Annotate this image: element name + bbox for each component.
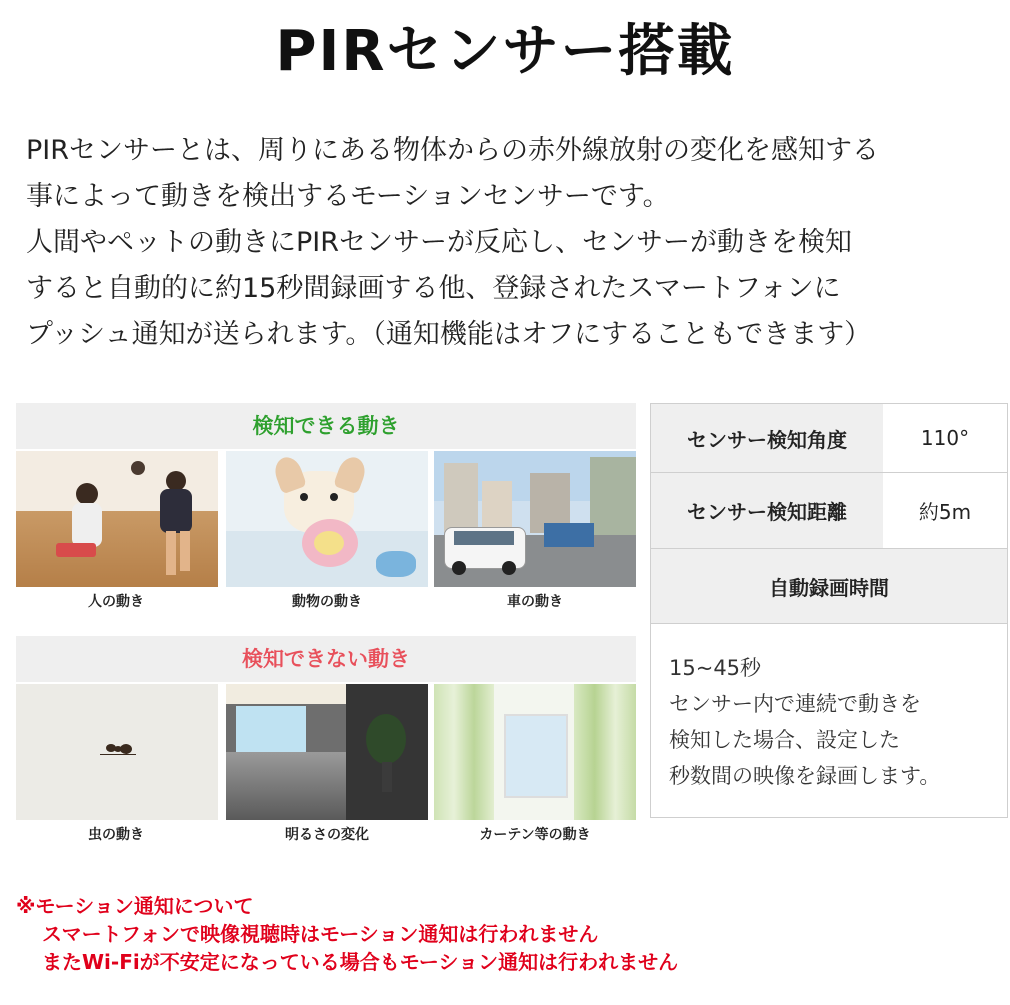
intro-text	[26, 128, 996, 358]
insect-photo	[16, 684, 218, 820]
non-detectable-panel	[16, 636, 636, 846]
curtain-photo	[434, 684, 636, 820]
desc-line: 秒数間の映像を録画します。	[669, 764, 941, 788]
desc-line: 検知した場合、設定した	[669, 728, 900, 752]
spec-label: センサー検知距離	[651, 473, 883, 548]
intro-line: プッシュ通知が送られます。（通知機能はオフにすることもできます）	[26, 319, 872, 350]
caption-curtain: カーテン等の動き	[479, 827, 591, 843]
page-title: PIRセンサー搭載	[275, 19, 735, 84]
caption-insect: 虫の動き	[88, 827, 144, 843]
spec-table	[650, 403, 1008, 818]
non-detectable-images	[16, 684, 636, 820]
intro-line: すると自動的に約15秒間録画する他、登録されたスマートフォンに	[26, 273, 841, 304]
dog-photo	[226, 451, 428, 587]
caption-brightness: 明るさの変化	[285, 827, 369, 843]
intro-line: 人間やペットの動きにPIRセンサーが反応し、センサーが動きを検知	[26, 227, 853, 258]
spec-record-heading: 自動録画時間	[651, 549, 1007, 624]
spec-row-angle	[651, 404, 1007, 473]
caption-people: 人の動き	[88, 594, 144, 610]
caption-car: 車の動き	[507, 594, 563, 610]
motion-notification-notes	[16, 892, 996, 976]
intro-line: PIRセンサーとは、周りにある物体からの赤外線放射の変化を感知する	[26, 135, 880, 166]
spec-label: センサー検知角度	[651, 404, 883, 472]
spec-value: 約5m	[918, 500, 972, 524]
lobby-photo	[226, 684, 428, 820]
caption-animal: 動物の動き	[292, 594, 362, 610]
spec-row-distance	[651, 473, 1007, 549]
note-line: スマートフォンで映像視聴時はモーション通知は行われません	[42, 922, 599, 946]
car-photo	[434, 451, 636, 587]
detectable-images	[16, 451, 636, 587]
detectable-heading: 検知できる動き	[16, 403, 636, 449]
intro-line: 事によって動きを検出するモーションセンサーです。	[26, 181, 670, 212]
non-detectable-heading: 検知できない動き	[16, 636, 636, 682]
spec-value: 110°	[920, 426, 970, 450]
desc-line: 15~45秒	[669, 656, 762, 680]
people-photo	[16, 451, 218, 587]
detectable-panel	[16, 403, 636, 613]
desc-line: センサー内で連続で動きを	[669, 692, 921, 716]
note-line: またWi-Fiが不安定になっている場合もモーション通知は行われません	[42, 950, 679, 974]
spec-record-description	[669, 650, 999, 794]
note-heading: ※モーション通知について	[16, 894, 254, 918]
